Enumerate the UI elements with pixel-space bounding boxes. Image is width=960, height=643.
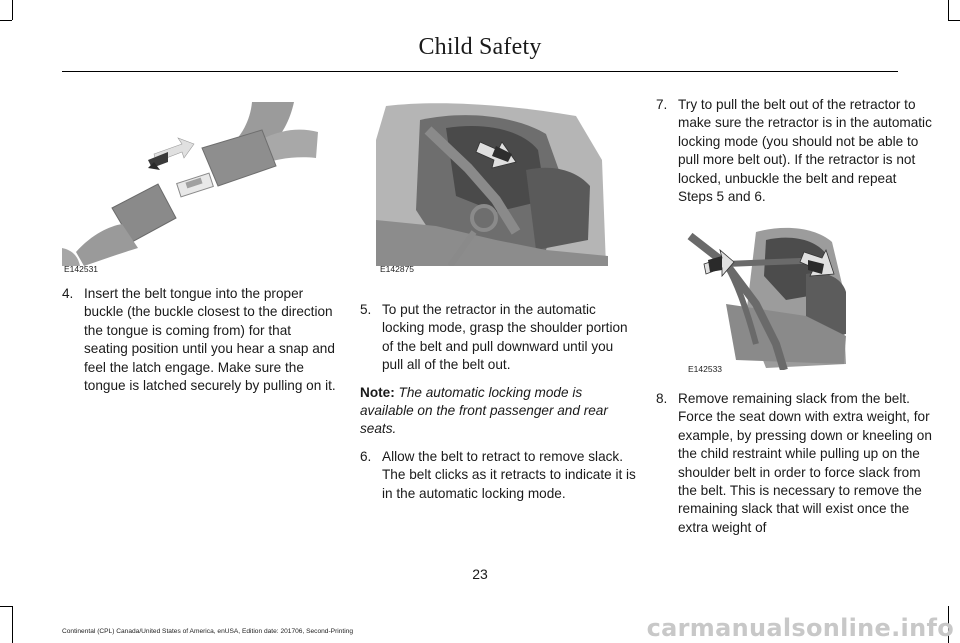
title-rule xyxy=(62,71,898,72)
step-number: 7. xyxy=(656,97,668,112)
note-text: The automatic locking mode is available on the front passenger and rear seats. xyxy=(360,384,608,437)
figure-code: E142875 xyxy=(380,264,415,274)
column-left xyxy=(62,285,338,404)
shoulder-belt-pull-down-illustration-icon xyxy=(376,100,608,266)
watermark: carmanualsonline.info xyxy=(646,614,954,642)
figure-code: E142531 xyxy=(64,264,99,274)
step-text: Try to pull the belt out of the retractor to make sure the retractor is in the automatic locking mode (you should not be able to pull more belt out). If the retractor is not locked, unbuckle the belt and repeat Steps 5 and 6. xyxy=(678,97,932,205)
instruction-step xyxy=(62,285,338,395)
step-number: 6. xyxy=(360,448,372,464)
note-label: Note: xyxy=(360,384,395,400)
step-text: Insert the belt tongue into the proper buckle (the buckle closest to the direction the tongue is coming from) for that seating position until you hear a snap and feel the latch engage. Make sure the tongue is latched securely by pulling on it. xyxy=(84,286,336,394)
figure-belt-buckle xyxy=(62,100,334,266)
instruction-step xyxy=(656,96,932,206)
note xyxy=(360,384,636,439)
step-text: Remove remaining slack from the belt. Force the seat down with extra weight, for example, by pressing down or kneeling on the child restraint while pulling up on the shoulder belt in order to force slack from the belt. This is necessary to remove the remaining slack that will exist once the extra weight of xyxy=(678,391,932,535)
column-right-continued xyxy=(656,390,932,546)
belt-retractor-check-illustration-icon xyxy=(686,224,894,370)
crop-mark-bottom-left-horizontal xyxy=(0,606,12,607)
step-number: 5. xyxy=(360,302,372,317)
step-number: 4. xyxy=(62,286,74,301)
belt-buckle-insert-illustration-icon xyxy=(62,100,334,266)
column-right xyxy=(656,96,932,215)
edition-footer: Continental (CPL) Canada/United States of America, enUSA, Edition date: 201706, Second-Printing xyxy=(62,628,354,635)
step-text: Allow the belt to retract to remove slack. The belt clicks as it retracts to indicate it is in the automatic locking mode. xyxy=(382,448,636,501)
crop-mark-bottom-left-vertical xyxy=(12,606,13,643)
instruction-step xyxy=(360,301,636,375)
step-text: To put the retractor in the automatic locking mode, grasp the shoulder portion of the belt and pull downward until you pull all of the belt out. xyxy=(382,302,628,373)
instruction-step xyxy=(360,448,636,503)
crop-mark-top-left-horizontal xyxy=(0,20,12,21)
crop-mark-top-right-vertical xyxy=(948,0,949,20)
crop-mark-top-right-horizontal xyxy=(948,20,960,21)
step-number: 8. xyxy=(656,391,668,406)
crop-mark-top-left-vertical xyxy=(12,0,13,20)
figure-shoulder-belt xyxy=(376,100,608,266)
page-title: Child Safety xyxy=(418,34,542,60)
column-middle xyxy=(360,301,636,512)
figure-code: E142533 xyxy=(688,364,723,374)
instruction-step xyxy=(656,390,932,537)
figure-retractor-check xyxy=(686,224,894,370)
page-number: 23 xyxy=(472,566,488,582)
